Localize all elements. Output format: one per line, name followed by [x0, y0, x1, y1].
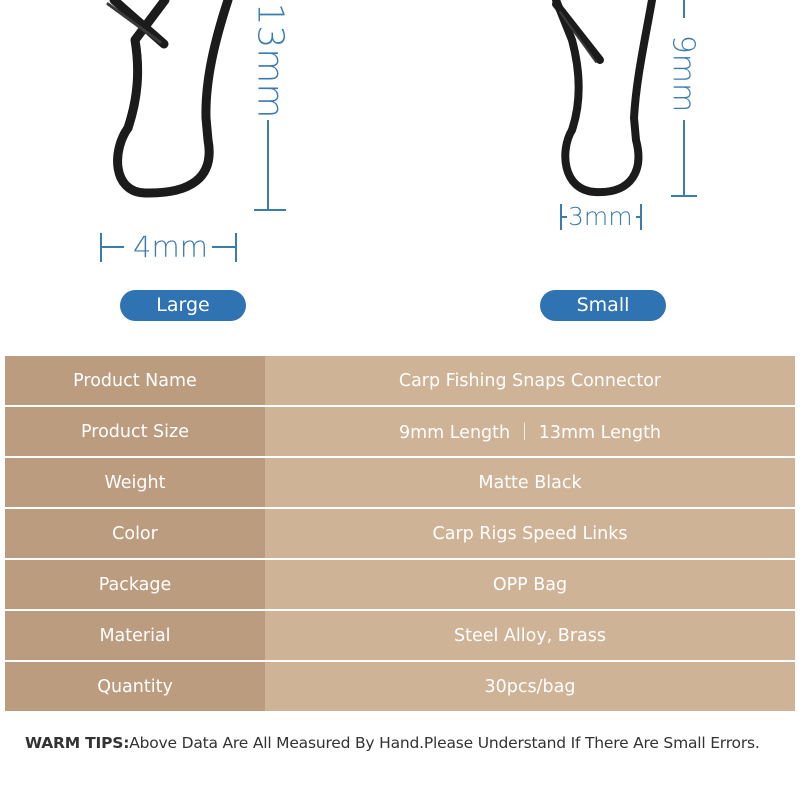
warm-tips-text: Above Data Are All Measured By Hand.Please Understand If There Are Small Errors.	[129, 734, 760, 752]
spec-label: Package	[5, 559, 265, 610]
small-length-label: 9mm	[665, 34, 701, 113]
table-row	[5, 457, 795, 508]
table-row	[5, 610, 795, 661]
large-snap-image	[108, 0, 228, 193]
table-row	[5, 356, 795, 406]
spec-label: Product Size	[5, 406, 265, 457]
spec-value: Carp Fishing Snaps Connector	[265, 356, 795, 406]
spec-value: Carp Rigs Speed Links	[265, 508, 795, 559]
large-size-badge: Large	[120, 290, 246, 321]
small-width-label: 3mm	[568, 202, 633, 231]
spec-label: Product Name	[5, 356, 265, 406]
spec-label: Quantity	[5, 661, 265, 711]
spec-value: Matte Black	[265, 457, 795, 508]
large-length-label: 13mm	[249, 2, 291, 119]
table-row	[5, 661, 795, 711]
warm-tips-prefix: WARM TIPS:	[25, 734, 130, 752]
table-row	[5, 559, 795, 610]
large-length-dimension	[254, 120, 286, 210]
spec-value: Steel Alloy, Brass	[265, 610, 795, 661]
large-width-label: 4mm	[133, 230, 208, 264]
spec-table	[5, 356, 795, 711]
spec-value: 9mm Length ｜ 13mm Length	[265, 406, 795, 457]
small-size-badge: Small	[540, 290, 666, 321]
spec-label: Material	[5, 610, 265, 661]
spec-value: 30pcs/bag	[265, 661, 795, 711]
table-row	[5, 508, 795, 559]
spec-value: OPP Bag	[265, 559, 795, 610]
product-photo-area	[0, 0, 800, 340]
spec-label: Weight	[5, 457, 265, 508]
small-snap-image	[556, 0, 652, 192]
spec-label: Color	[5, 508, 265, 559]
warm-tips-note	[25, 734, 760, 752]
table-row	[5, 406, 795, 457]
